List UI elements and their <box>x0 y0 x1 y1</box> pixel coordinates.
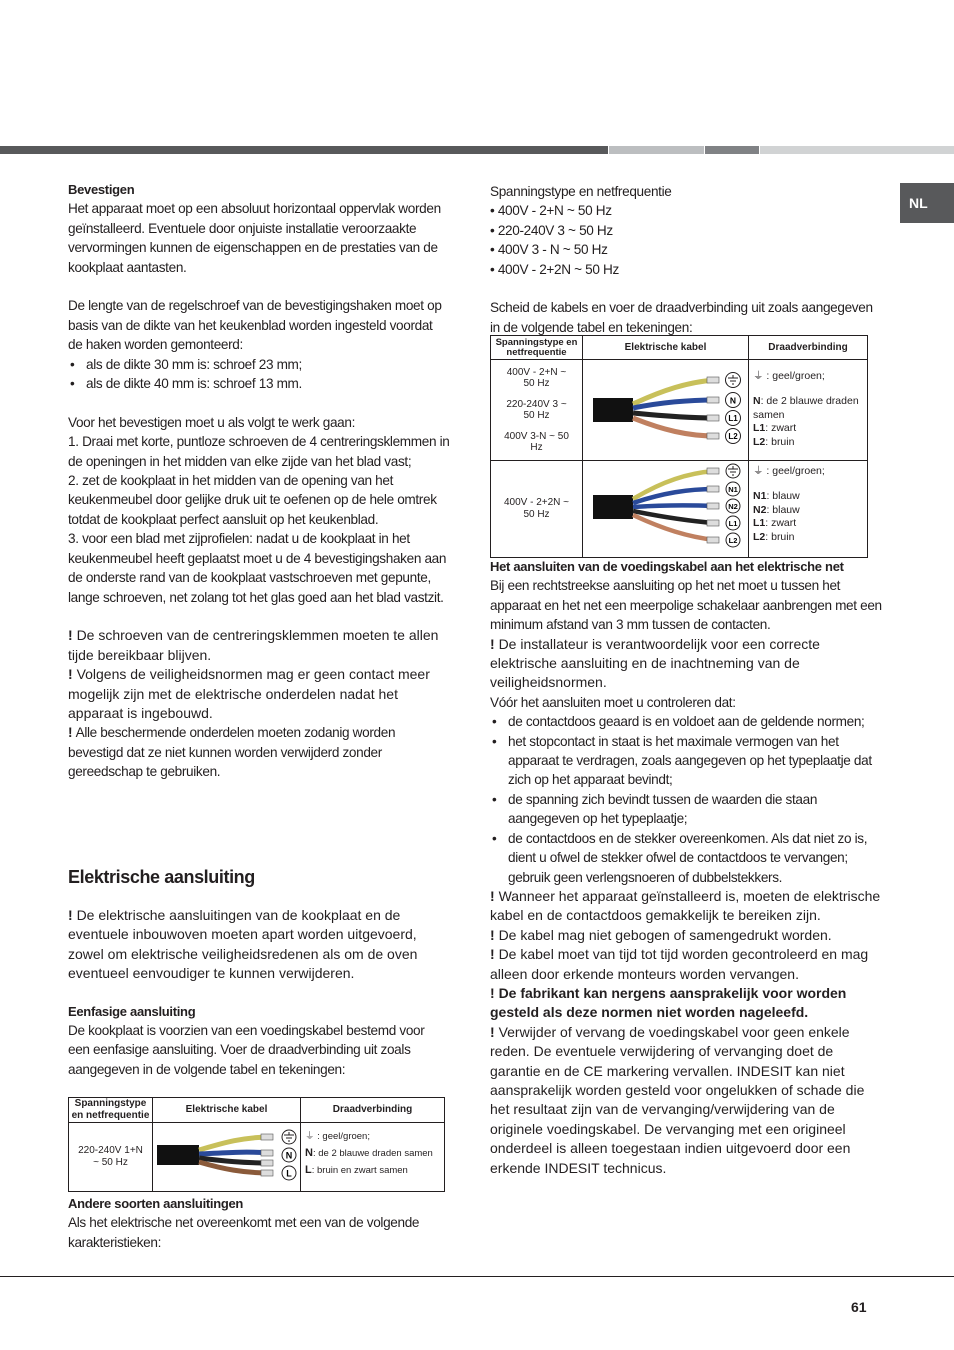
warning: ! De installateur is verantwoordelijk voor een correcte elektrische aansluiting en de inachtneming van de veiligheidsnormen. <box>490 635 820 691</box>
paragraph: Scheid de kabels en voer de draadverbinding uit zoals aangegeven in de volgende tabel en tekeningen: <box>490 300 873 335</box>
voltage-cell: 400V - 2+2N ~ 50 Hz <box>491 461 583 558</box>
section-title-bevestigen: Bevestigen <box>68 182 135 197</box>
wiring-cell: ⏚ : geel/groen; N: de 2 blauwe draden samen L: bruin en zwart samen <box>301 1123 445 1192</box>
step-item: 2. zet de kookplaat in het midden van de opening van het keukenmeubel door gelijke druk uit te oefenen op de hele omtrek totdat de kookplaat perfect aansluit op het keukenblad. <box>68 473 437 527</box>
bullet-item: • de contactdoos geaard is en voldoet aan de geldende normen; <box>490 712 882 731</box>
wiring-table-single-phase <box>68 1097 445 1192</box>
bullet-item: • als de dikte 40 mm is: schroef 13 mm. <box>68 374 450 393</box>
table-header: Spanningstype en netfrequentie <box>491 336 583 360</box>
section-title-aansluiten: Het aansluiten van de voedingskabel aan het elektrische net <box>490 559 844 574</box>
warning: ! De kabel moet van tijd tot tijd worden gecontroleerd en mag alleen door erkende monteurs worden vervangen. <box>490 946 869 982</box>
svg-text:L1: L1 <box>728 519 738 528</box>
warning: ! De elektrische aansluitingen van de kookplaat en de eventuele inbouwoven moeten apart worden uitgevoerd, zowel om elektrische veiligheidsredenen als om de oven eventueel eenvoudiger te kunnen verwijderen. <box>68 907 418 982</box>
paragraph: Spanningstype en netfrequentie <box>490 184 672 199</box>
table-header: Spanningstype en netfrequentie <box>69 1098 153 1123</box>
left-column-lower <box>68 866 448 1079</box>
list-item: • 220-240V 3 ~ 50 Hz <box>490 222 613 238</box>
svg-text:N1: N1 <box>728 485 738 494</box>
bullet-item: • het stopcontact in staat is het maximale vermogen van het apparaat te verdragen, zoals aangegeven op het typeplaatje dat zich op het apparaat bevindt; <box>490 732 882 790</box>
right-column-lower <box>490 557 882 1178</box>
voltage-cell: 400V - 2+N ~ 50 Hz 220-240V 3 ~ 50 Hz 400V 3-N ~ 50 Hz <box>491 360 583 461</box>
warning-bold: ! De fabrikant kan nergens aansprakelijk voor worden gesteld als deze normen niet worden nageleefd. <box>490 984 847 1021</box>
svg-text:N2: N2 <box>728 502 738 511</box>
svg-text:L: L <box>286 1168 292 1179</box>
warning: ! Verwijder of vervang de voedingskabel voor geen enkele reden. De eventuele verwijdering of vervanging doet de garantie en de CE markering vervallen. INDESIT kan niet aansprakelijk worden gesteld voor ongelukken of schade die het resultaat zijn van de vervanging/verwijdering van de originele voedingskabel. De vervanging met een origineel onderdeel is alleen toegestaan indien uitgevoerd door een erkende INDESIT technicus. <box>490 1023 865 1176</box>
paragraph: Bij een rechtstreekse aansluiting op het net moet u tussen het apparaat en het net een meerpolige schakelaar aanbrengen met een minimum afstand van 3 mm tussen de contacten. <box>490 578 882 633</box>
bullet-item: • de spanning zich bevindt tussen de waarden die staan aangegeven op het typeplaatje; <box>490 790 882 829</box>
right-column-top <box>490 182 880 337</box>
cable-drawing-cell <box>583 360 749 461</box>
table-header: Draadverbinding <box>749 336 868 360</box>
wiring-cell: ⏚ : geel/groen; N: de 2 blauwe draden samen L1: zwart L2: bruin <box>749 360 868 461</box>
footer-rule <box>0 1276 954 1277</box>
warning: ! De schroeven van de centreringsklemmen moeten te allen tijde bereikbaar blijven. <box>68 627 439 663</box>
svg-text:N: N <box>729 395 737 406</box>
wiring-table-multi-phase <box>490 335 868 558</box>
earth-icon: ⏚ <box>305 1131 315 1142</box>
paragraph: Voor het bevestigen moet u als volgt te werk gaan: <box>68 414 356 430</box>
paragraph: De lengte van de regelschroef van de bevestigingshaken moet op basis van de dikte van het keukenblad worden ingesteld voordat de haken worden gemonteerd: <box>68 298 442 353</box>
left-column-bottom <box>68 1194 448 1252</box>
cable-icon <box>153 1123 299 1187</box>
language-tab: NL <box>900 183 954 223</box>
list-item: • 400V - 2+N ~ 50 Hz <box>490 203 612 219</box>
list-item: • 400V - 2+2N ~ 50 Hz <box>490 261 619 277</box>
cable-drawing-cell <box>153 1123 301 1192</box>
cable-drawing-cell <box>583 461 749 558</box>
table-header: Elektrische kabel <box>153 1098 301 1123</box>
header-bar <box>0 146 954 154</box>
svg-text:L2: L2 <box>728 536 738 545</box>
paragraph: De kookplaat is voorzien van een voedingskabel bestemd voor een eenfasige aansluiting. Voer de draadverbinding uit zoals aangegeven in de volgende tabel en tekeningen: <box>68 1023 425 1077</box>
table-header: Elektrische kabel <box>583 336 749 360</box>
list-item: • 400V 3 - N ~ 50 Hz <box>490 242 608 258</box>
earth-icon: ⏚ <box>753 370 764 382</box>
left-column <box>68 180 450 782</box>
earth-icon: ⏚ <box>753 465 764 477</box>
wiring-cell: ⏚ : geel/groen; N1: blauw N2: blauw L1: zwart L2: bruin <box>749 461 868 558</box>
bullet-item: • de contactdoos en de stekker overeenkomen. Als dat niet zo is, dient u ofwel de stekker ofwel de contactdoos te vervangen; gebruik geen verlengsnoeren of dubbelstekkers. <box>490 829 882 887</box>
voltage-cell: 220-240V 1+N ~ 50 Hz <box>69 1123 153 1192</box>
warning: ! Wanneer het apparaat geïnstalleerd is, moeten de elektrische kabel en de contactdoos gemakkelijk te bereiken zijn. <box>490 887 881 924</box>
svg-text:L1: L1 <box>728 414 738 423</box>
warning: ! Volgens de veiligheidsnormen mag er geen contact meer mogelijk zijn met de elektrische onderdelen nadat het apparaat is ingebouwd. <box>68 666 430 721</box>
svg-text:L2: L2 <box>728 432 738 441</box>
paragraph: Als het elektrische net overeenkomt met een van de volgende karakteristieken: <box>68 1215 420 1250</box>
table-header: Draadverbinding <box>301 1098 445 1123</box>
section-title-elektrische-aansluiting: Elektrische aansluiting <box>68 867 255 887</box>
warning: ! Alle beschermende onderdelen moeten zodanig worden bevestigd dat ze niet kunnen worden verwijderd zonder gereedschap te gebruiken. <box>68 725 396 780</box>
step-item: 3. voor een blad met zijprofielen: nadat u de kookplaat in het keukenmeubel heeft geplaatst moet u de 4 bevestigingshaken aan de onderste rand van de kookplaat vastschroeven met gepunte, lange schroeven, net zolang tot het glas goed aan het blad vastzit. <box>68 531 447 605</box>
warning: ! De kabel mag niet gebogen of samengedrukt worden. <box>490 926 832 943</box>
paragraph: Vóór het aansluiten moet u controleren dat: <box>490 694 736 710</box>
page-number: 61 <box>851 1299 867 1315</box>
section-title-andere: Andere soorten aansluitingen <box>68 1196 244 1211</box>
paragraph: Het apparaat moet op een absoluut horizontaal oppervlak worden geïnstalleerd. Eventuele door onjuiste installatie veroorzaakte vervormingen kunnen de eigenschappen en de prestaties van de kookplaat aantasten. <box>68 201 441 275</box>
svg-text:N: N <box>285 1150 293 1161</box>
section-title-eenfasig: Eenfasige aansluiting <box>68 1003 196 1019</box>
cable-icon <box>583 461 747 553</box>
bullet-item: • als de dikte 30 mm is: schroef 23 mm; <box>68 355 450 374</box>
step-item: 1. Draai met korte, puntloze schroeven de 4 centreringsklemmen in de openingen in het midden van elke zijde van het blad vast; <box>68 434 450 469</box>
cable-icon <box>583 360 747 456</box>
